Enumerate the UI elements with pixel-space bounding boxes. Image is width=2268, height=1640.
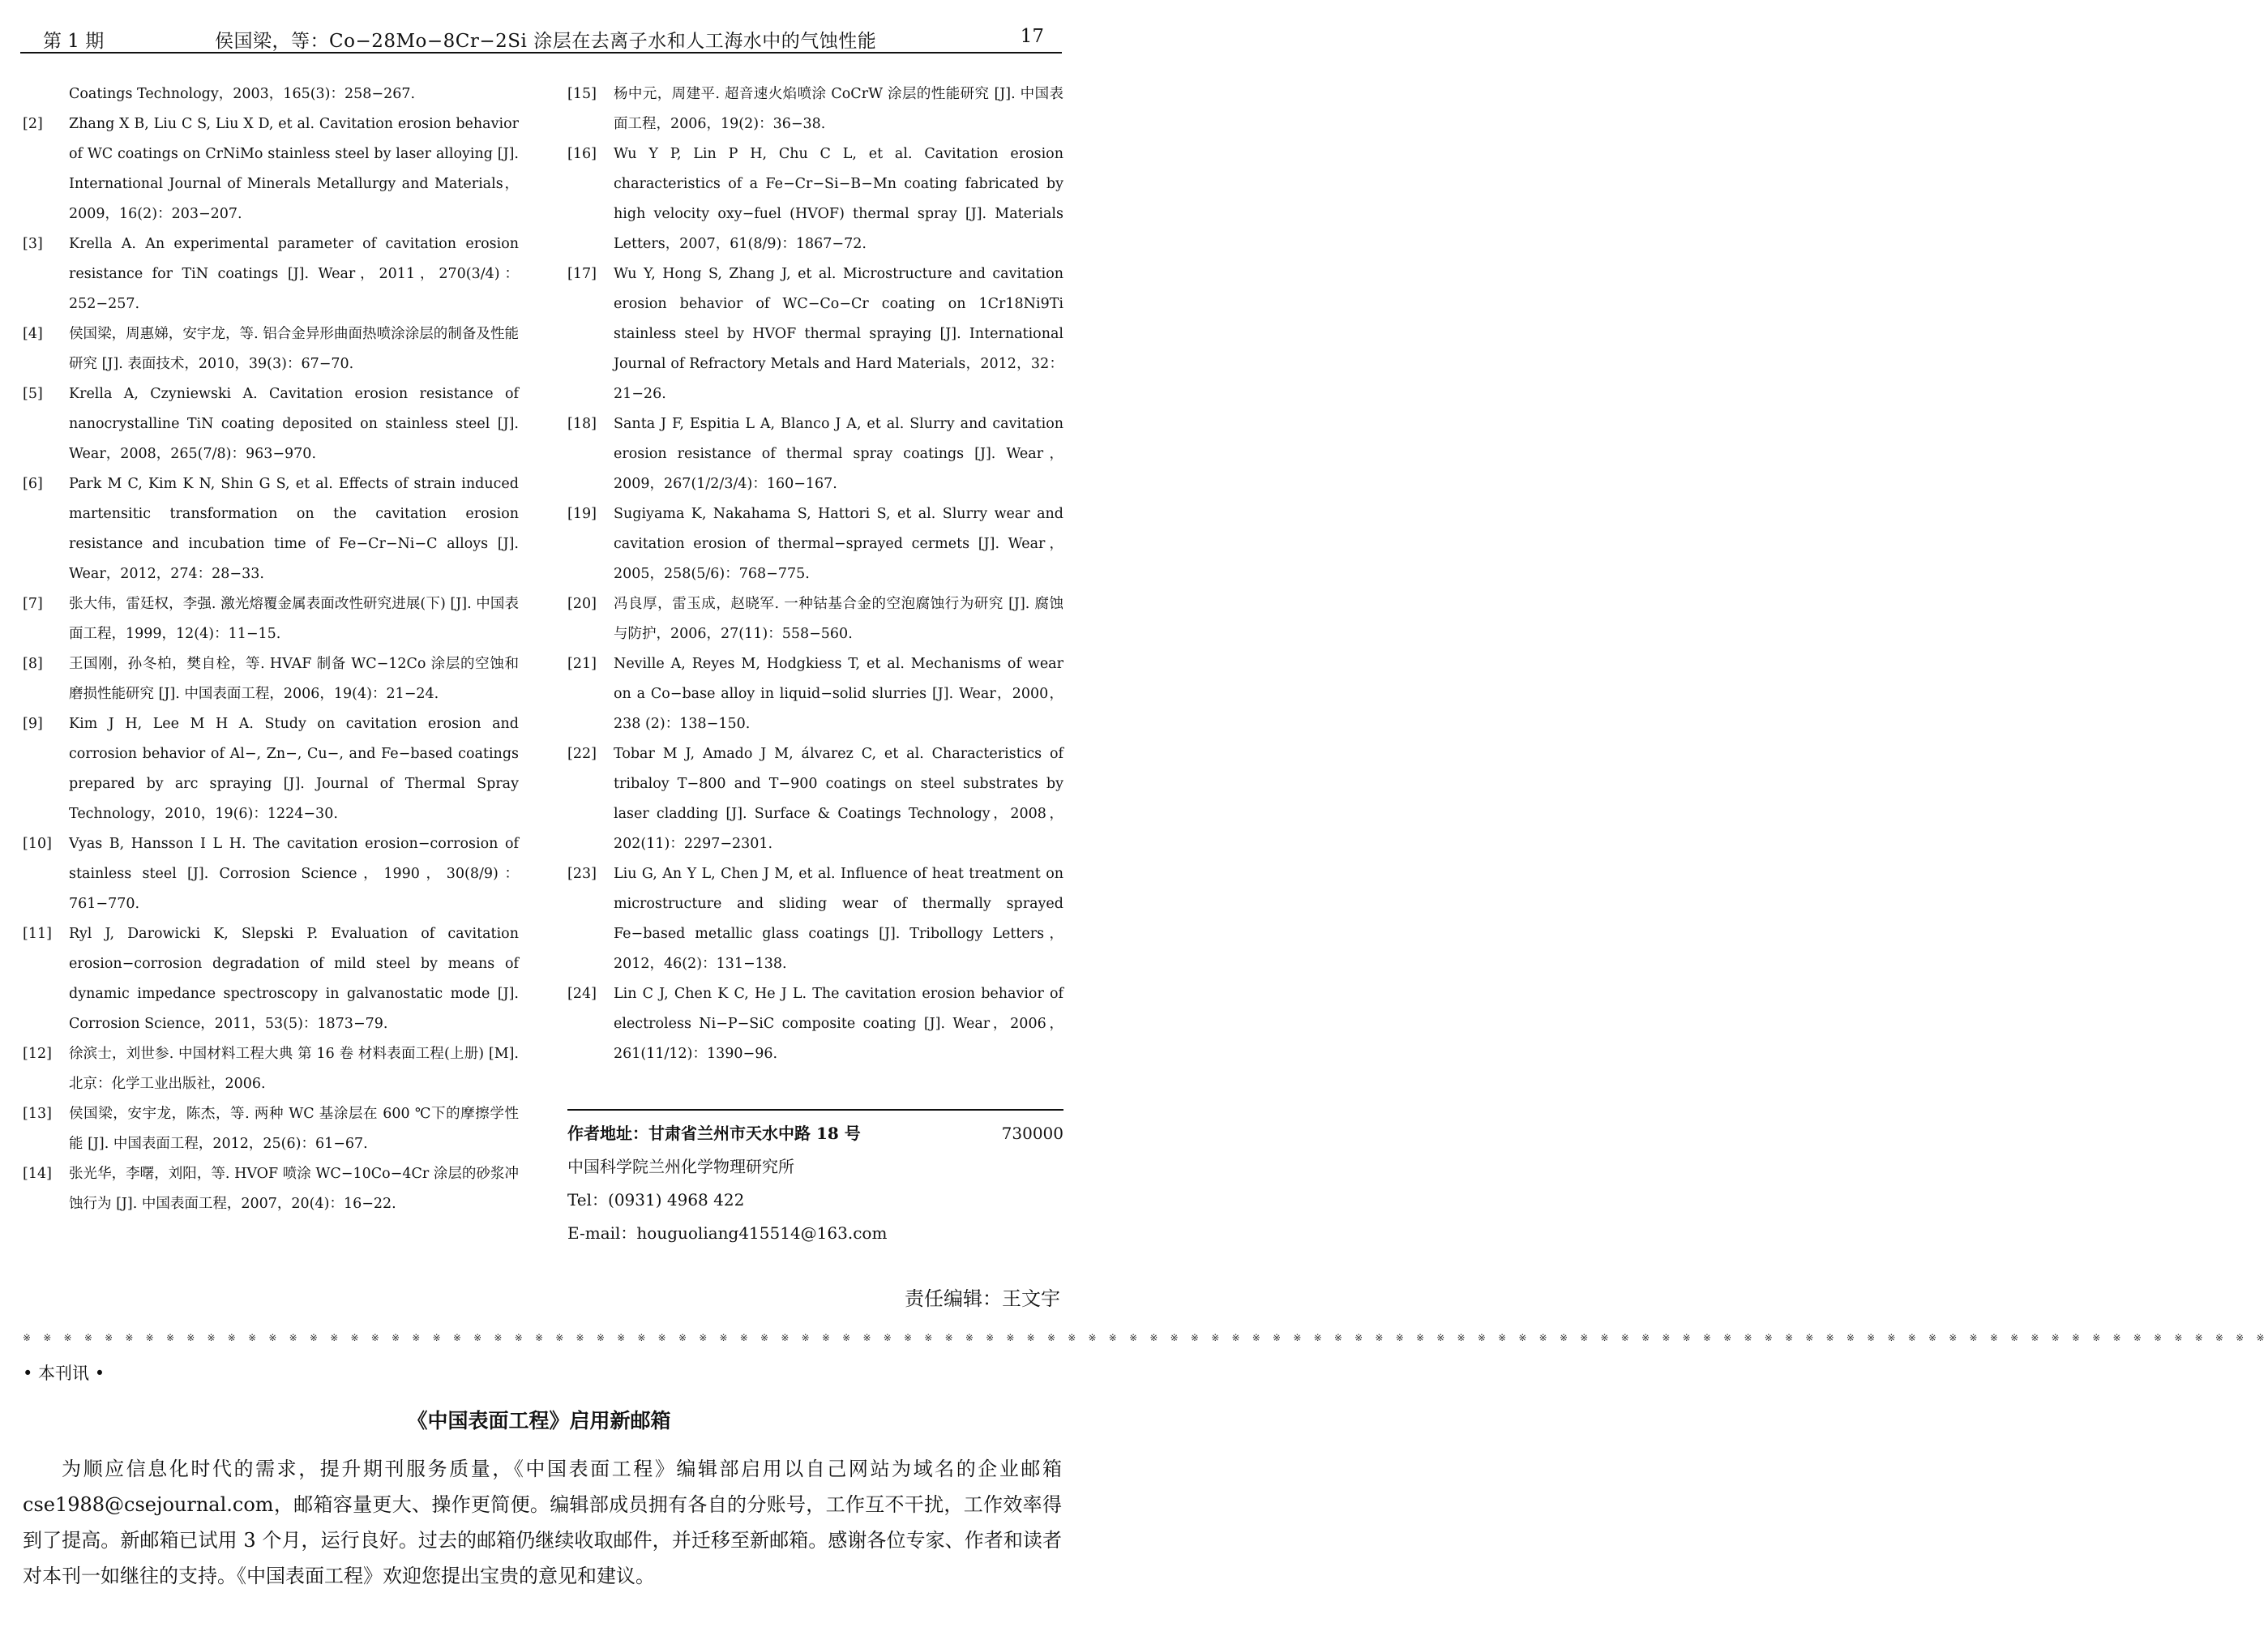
reference-item: [23, 1099, 519, 1159]
reference-text: Wu Y P, Lin P H, Chu C L, et al. Cavitation erosion characteristics of a Fe−Cr−Si−B−Mn coating fabricated by high velocity oxy−fuel (HVOF) thermal spray [J]. Materials Letters，2007，61(8/9)：1867−72.: [614, 146, 1063, 252]
reference-number: [6]: [23, 476, 43, 492]
reference-text: Liu G, An Y L, Chen J M, et al. Influence of heat treatment on microstructure and sliding wear of thermally sprayed Fe−based metallic glass coatings [J]. Tribollogy Letters，2012，46(2)：131−138.: [614, 866, 1063, 972]
reference-number: [11]: [23, 926, 52, 942]
reference-text: Vyas B, Hansson I L H. The cavitation erosion−corrosion of stainless steel [J]. Corrosion Science，1990，30(8/9)：761−770.: [69, 836, 519, 912]
author-address-block: [567, 1109, 1063, 1250]
reference-text: Sugiyama K, Nakahama S, Hattori S, et al. Slurry wear and cavitation erosion of thermal−sprayed cermets [J]. Wear，2005，258(5/6)：768−775.: [614, 506, 1063, 582]
reference-number: [23]: [567, 866, 597, 882]
reference-item: [567, 649, 1063, 739]
reference-number: [5]: [23, 386, 43, 402]
address-line: [567, 1117, 1063, 1150]
reference-item: [23, 589, 519, 649]
reference-number: [10]: [23, 836, 52, 852]
postal-code: 730000: [1001, 1124, 1063, 1143]
email-line: E-mail：houguoliang415514@163.com: [567, 1223, 888, 1243]
reference-item: [23, 469, 519, 589]
reference-item: [567, 499, 1063, 589]
reference-item: [567, 739, 1063, 859]
reference-number: [14]: [23, 1166, 52, 1182]
reference-item: [567, 409, 1063, 499]
reference-text: Kim J H, Lee M H A. Study on cavitation erosion and corrosion behavior of Al−, Zn−, Cu−, and Fe−based coatings prepared by arc spraying [J]. Journal of Thermal Spray Technology，2010，19(6)：1224−30.: [69, 716, 519, 822]
reference-item: [23, 379, 519, 469]
reference-text: Lin C J, Chen K C, He J L. The cavitation erosion behavior of electroless Ni−P−SiC composite coating [J]. Wear，2006，261(11/12)：1390−96.: [614, 986, 1063, 1062]
reference-number: [12]: [23, 1046, 52, 1062]
reference-number: [21]: [567, 656, 597, 672]
reference-number: [24]: [567, 986, 597, 1002]
page-number: 17: [1020, 26, 1044, 47]
reference-item: [23, 109, 519, 229]
reference-text: Tobar M J, Amado J M, álvarez C, et al. Characteristics of tribaloy T−800 and T−900 coatings on steel substrates by laser cladding [J]. Surface & Coatings Technology，2008，202(11)：2297−2301.: [614, 746, 1063, 852]
reference-item: [23, 229, 519, 319]
reference-number: [16]: [567, 146, 597, 162]
reference-number: [15]: [567, 86, 597, 102]
reference-item: [23, 829, 519, 919]
reference-number: [8]: [23, 656, 43, 672]
reference-item: [23, 709, 519, 829]
ornamental-divider: ※ ※ ※ ※ ※ ※ ※ ※ ※ ※ ※ ※ ※ ※ ※ ※ ※ ※ ※ ※ ※ ※ ※ ※ ※ ※ ※ ※ ※ ※ ※ ※ ※ ※ ※ ※ ※ ※ ※ ※ ※ ※ ※ ※ ※ ※ ※ ※ ※ ※ ※ ※ ※ ※ ※ ※ ※ ※ ※ ※ ※ ※ ※ ※ ※ ※ ※ ※ ※ ※ ※ ※ ※ ※ ※ ※ ※ ※ ※ ※ ※ ※ ※ ※ ※ ※ ※ ※ ※ ※ ※ ※ ※ ※ ※ ※ ※ ※ ※ ※ ※ ※ ※ ※ ※ ※ ※ ※ ※ ※: [23, 1332, 2268, 1343]
reference-text: Ryl J, Darowicki K, Slepski P. Evaluation of cavitation erosion−corrosion degradation of mild steel by means of dynamic impedance spectroscopy in galvanostatic mode [J]. Corrosion Science，2011，53(5)：1873−79.: [69, 926, 519, 1032]
reference-text: Wu Y, Hong S, Zhang J, et al. Microstructure and cavitation erosion behavior of WC−Co−Cr coating on 1Cr18Ni9Ti stainless steel by HVOF thermal spraying [J]. International Journal of Refractory Metals and Hard Materials，2012，32：21−26.: [614, 266, 1063, 402]
reference-item: [567, 139, 1063, 259]
reference-item: [23, 319, 519, 379]
reference-number: [13]: [23, 1106, 52, 1122]
issue-label: 第 1 期: [43, 31, 105, 52]
reference-item: [23, 649, 519, 709]
reference-number: [2]: [23, 116, 43, 132]
references-right-column: [567, 79, 1063, 1069]
reference-number: [19]: [567, 506, 597, 522]
reference-number: [3]: [23, 236, 43, 252]
reference-item: [567, 259, 1063, 409]
reference-text: Neville A, Reyes M, Hodgkiess T, et al. Mechanisms of wear on a Co−base alloy in liquid−solid slurries [J]. Wear，2000，238 (2)：138−150.: [614, 656, 1063, 732]
reference-number: [18]: [567, 416, 597, 432]
reference-item: [23, 919, 519, 1039]
running-header: [20, 21, 1062, 54]
reference-text: 杨中元，周建平. 超音速火焰喷涂 CoCrW 涂层的性能研究 [J]. 中国表面工程，2006，19(2)：36−38.: [614, 86, 1063, 132]
reference-item: [23, 1159, 519, 1219]
institute-line: 中国科学院兰州化学物理研究所: [567, 1157, 794, 1176]
reference-text: 徐滨士，刘世参. 中国材料工程大典 第 16 卷 材料表面工程(上册) [M]. 北京：化学工业出版社，2006.: [69, 1046, 519, 1092]
reference-number: [20]: [567, 596, 597, 612]
reference-text: Santa J F, Espitia L A, Blanco J A, et al. Slurry and cavitation erosion resistance of thermal spray coatings [J]. Wear，2009，267(1/2/3/4)：160−167.: [614, 416, 1063, 492]
reference-item: [23, 1039, 519, 1099]
notice-tag: • 本刊讯 •: [23, 1364, 105, 1383]
notice-title: 《中国表面工程》启用新邮箱: [407, 1409, 671, 1432]
reference-number: [17]: [567, 266, 597, 282]
reference-text: Park M C, Kim K N, Shin G S, et al. Effects of strain induced martensitic transformation on the cavitation erosion resistance and incubation time of Fe−Cr−Ni−C alloys [J]. Wear，2012，274：28−33.: [69, 476, 519, 582]
running-title: 侯国梁，等：Co−28Mo−8Cr−2Si 涂层在去离子水和人工海水中的气蚀性能: [215, 31, 877, 52]
reference-text: 侯国梁，周惠娣，安宇龙，等. 铝合金异形曲面热喷涂涂层的制备及性能研究 [J]. 表面技术，2010，39(3)：67−70.: [69, 326, 519, 372]
telephone-line: Tel：(0931) 4968 422: [567, 1190, 745, 1210]
header-rule: [20, 52, 1062, 54]
reference-text: 王国刚，孙冬柏，樊自栓，等. HVAF 制备 WC−12Co 涂层的空蚀和磨损性能研究 [J]. 中国表面工程，2006，19(4)：21−24.: [69, 656, 519, 702]
reference-item: [567, 589, 1063, 649]
reference-item: [567, 979, 1063, 1069]
reference-continuation: Coatings Technology，2003，165(3)：258−267.: [69, 86, 416, 102]
responsible-editor: 责任编辑：王文宇: [905, 1287, 1060, 1310]
references-left-column: [23, 79, 519, 1219]
reference-number: [22]: [567, 746, 597, 762]
reference-number: [4]: [23, 326, 43, 342]
reference-item: [567, 859, 1063, 979]
reference-text: Zhang X B, Liu C S, Liu X D, et al. Cavitation erosion behavior of WC coatings on CrNiMo stainless steel by laser alloying [J]. International Journal of Minerals Metallurgy and Materials，2009，16(2)：203−207.: [69, 116, 519, 222]
reference-text: 张光华，李曙，刘阳，等. HVOF 喷涂 WC−10Co−4Cr 涂层的砂浆冲蚀行为 [J]. 中国表面工程，2007，20(4)：16−22.: [69, 1166, 519, 1212]
reference-item: [567, 79, 1063, 139]
reference-text: 张大伟，雷廷权，李强. 激光熔覆金属表面改性研究进展(下) [J]. 中国表面工程，1999，12(4)：11−15.: [69, 596, 519, 642]
reference-number: [9]: [23, 716, 43, 732]
reference-text: Krella A. An experimental parameter of cavitation erosion resistance for TiN coatings [J]. Wear，2011，270(3/4)：252−257.: [69, 236, 519, 312]
address-label: 作者地址：甘肃省兰州市天水中路 18 号: [567, 1124, 861, 1143]
reference-text: Krella A, Czyniewski A. Cavitation erosion resistance of nanocrystalline TiN coating deposited on stainless steel [J]. Wear，2008，265(7/8)：963−970.: [69, 386, 519, 462]
notice-body: 为顺应信息化时代的需求，提升期刊服务质量，《中国表面工程》编辑部启用以自己网站为域名的企业邮箱 cse1988@csejournal.com，邮箱容量更大、操作更简便。编辑部成员拥有各自的分账号，工作互不干扰，工作效率得到了提高。新邮箱已试用 3 个月，运行良好。过去的邮箱仍继续收取邮件，并迁移至新邮箱。感谢各位专家、作者和读者对本刊一如继往的支持。《中国表面工程》欢迎您提出宝贵的意见和建议。: [23, 1458, 1062, 1587]
reference-text: 侯国梁，安宇龙，陈杰，等. 两种 WC 基涂层在 600 ℃下的摩擦学性能 [J]. 中国表面工程，2012，25(6)：61−67.: [69, 1106, 519, 1152]
reference-number: [7]: [23, 596, 43, 612]
reference-text: 冯良厚，雷玉成，赵晓军. 一种钴基合金的空泡腐蚀行为研究 [J]. 腐蚀与防护，2006，27(11)：558−560.: [614, 596, 1063, 642]
